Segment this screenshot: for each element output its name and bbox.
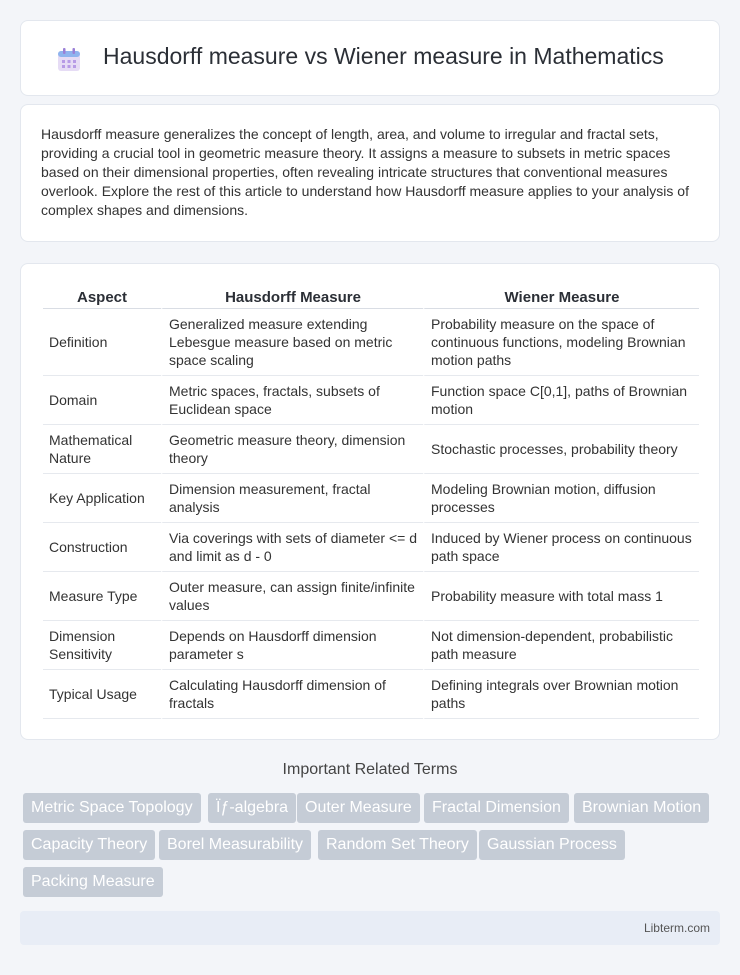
page-title: Hausdorff measure vs Wiener measure in Mathematics [103, 43, 664, 69]
cell-wiener: Modeling Brownian motion, diffusion processes [423, 474, 699, 523]
cell-wiener: Defining integrals over Brownian motion paths [423, 670, 699, 719]
cell-wiener: Induced by Wiener process on continuous path space [423, 523, 699, 572]
cell-hausdorff: Geometric measure theory, dimension theory [161, 425, 423, 474]
cell-aspect: Dimension Sensitivity [43, 621, 161, 670]
footer [20, 911, 720, 945]
tag-outer-measure[interactable]: Outer Measure [297, 793, 420, 823]
cell-aspect: Definition [43, 309, 161, 376]
title-card [20, 20, 720, 96]
tag-metric-space-topology[interactable]: Metric Space Topology [23, 793, 201, 823]
header-wiener: Wiener Measure [423, 284, 699, 309]
footer-site[interactable]: Libterm.com [643, 921, 710, 935]
tag-fractal-dimension[interactable]: Fractal Dimension [424, 793, 569, 823]
comparison-table-card [20, 263, 720, 740]
calendar-icon [55, 46, 83, 74]
table-row [43, 670, 699, 719]
cell-aspect: Key Application [43, 474, 161, 523]
intro-card [20, 104, 720, 242]
cell-aspect: Typical Usage [43, 670, 161, 719]
tag-brownian-motion[interactable]: Brownian Motion [574, 793, 709, 823]
tag-borel-measurability[interactable]: Borel Measurability [159, 830, 311, 860]
cell-wiener: Function space C[0,1], paths of Brownian motion [423, 376, 699, 425]
table-row [43, 523, 699, 572]
table-row [43, 572, 699, 621]
table-row [43, 474, 699, 523]
cell-wiener: Stochastic processes, probability theory [423, 425, 699, 474]
table-row [43, 425, 699, 474]
table-row [43, 309, 699, 376]
comparison-table [43, 284, 699, 719]
intro-text: Hausdorff measure generalizes the concept of length, area, and volume to irregular and fractal sets, providing a crucial tool in geometric measure theory. It assigns a measure to subsets in metric spaces based on their dimensional properties, often revealing intricate structures that conventional measures overlook. Explore the rest of this article to understand how Hausdorff measure applies to your analysis of complex shapes and dimensions. [41, 126, 689, 218]
header-hausdorff: Hausdorff Measure [161, 284, 423, 309]
cell-hausdorff: Calculating Hausdorff dimension of fractals [161, 670, 423, 719]
cell-hausdorff: Generalized measure extending Lebesgue measure based on metric space scaling [161, 309, 423, 376]
tag-sigma-algebra[interactable]: Ïƒ-algebra [208, 793, 296, 823]
cell-hausdorff: Outer measure, can assign finite/infinite values [161, 572, 423, 621]
cell-aspect: Mathematical Nature [43, 425, 161, 474]
related-terms-title: Important Related Terms [282, 761, 458, 778]
cell-hausdorff: Metric spaces, fractals, subsets of Euclidean space [161, 376, 423, 425]
tag-capacity-theory[interactable]: Capacity Theory [23, 830, 155, 860]
cell-hausdorff: Dimension measurement, fractal analysis [161, 474, 423, 523]
cell-aspect: Measure Type [43, 572, 161, 621]
tag-random-set-theory[interactable]: Random Set Theory [318, 830, 477, 860]
cell-wiener: Probability measure on the space of continuous functions, modeling Brownian motion paths [423, 309, 699, 376]
cell-hausdorff: Via coverings with sets of diameter <= d and limit as d - 0 [161, 523, 423, 572]
tag-gaussian-process[interactable]: Gaussian Process [479, 830, 625, 860]
cell-aspect: Construction [43, 523, 161, 572]
table-row [43, 376, 699, 425]
cell-aspect: Domain [43, 376, 161, 425]
cell-hausdorff: Depends on Hausdorff dimension parameter s [161, 621, 423, 670]
cell-wiener: Not dimension-dependent, probabilistic path measure [423, 621, 699, 670]
header-aspect: Aspect [43, 284, 161, 309]
cell-wiener: Probability measure with total mass 1 [423, 572, 699, 621]
tag-packing-measure[interactable]: Packing Measure [23, 867, 163, 897]
table-header-row [43, 284, 699, 309]
table-row [43, 621, 699, 670]
